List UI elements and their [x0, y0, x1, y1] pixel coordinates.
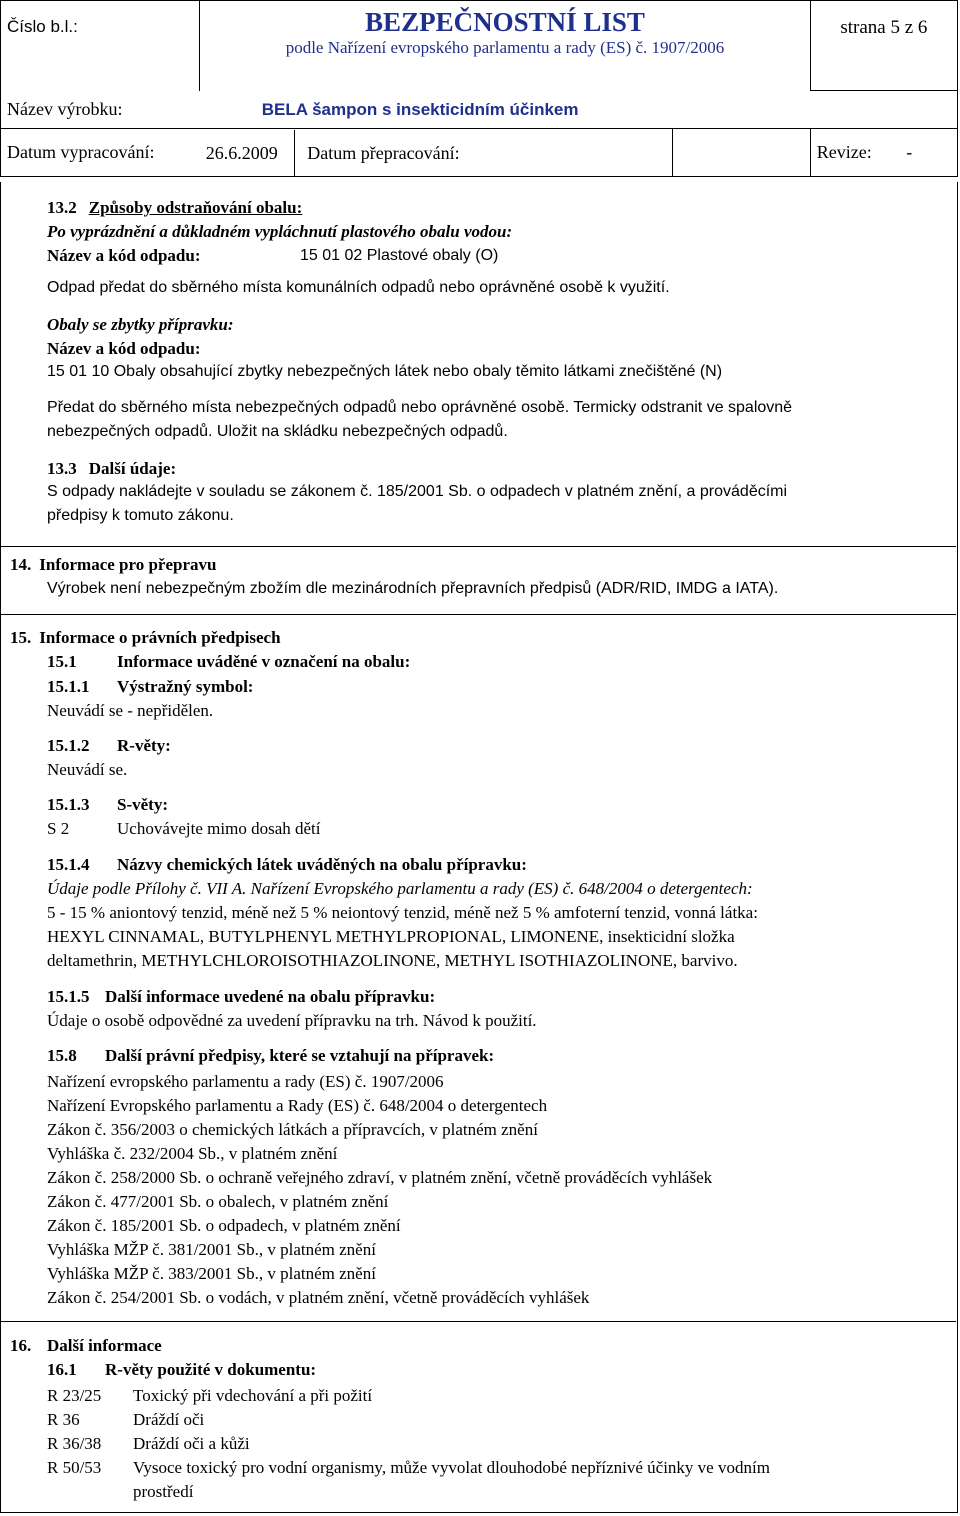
s15-1-4-heading: 15.1.4 Názvy chemických látek uváděných na obalu přípravku:: [47, 855, 527, 874]
r-phrase-row: [47, 1456, 770, 1480]
s16-title: Další informace: [47, 1336, 162, 1355]
divider: [0, 614, 956, 615]
s13-3-number: 13.3: [47, 459, 77, 478]
document-title: BEZPEČNOSTNÍ LIST: [365, 7, 645, 37]
s16-1-heading: 16.1 R-věty použité v dokumentu:: [47, 1360, 317, 1379]
s15-1-1-text: Neuvádí se - nepřidělen.: [47, 701, 214, 720]
law-item: Nařízení Evropského parlamentu a Rady (ES) č. 648/2004 o detergentech: [47, 1096, 548, 1115]
product-label: Název výrobku:: [1, 91, 200, 129]
divider: [0, 546, 956, 547]
s15-title: Informace o právních předpisech: [39, 628, 281, 647]
s13-2-text: Odpad předat do sběrného místa komunálních odpadů nebo oprávněné osobě k využití.: [47, 279, 670, 296]
document-subtitle: podle Nařízení evropského parlamentu a rady (ES) č. 1907/2006: [285, 38, 725, 57]
revision-date-value: [673, 129, 810, 177]
r-phrase-code: R 23/25: [47, 1386, 102, 1405]
date-cell: [200, 129, 673, 177]
page-number: strana 5 z 6: [810, 1, 957, 91]
law-item: Nařízení evropského parlamentu a rady (ES) č. 1907/2006: [47, 1072, 444, 1091]
s-phrase-row: [47, 819, 320, 839]
s13-2-text-2a: Předat do sběrného místa nebezpečných odpadů nebo oprávněné osobě. Termicky odstranit ve spalovně: [47, 399, 793, 416]
s15-1-2-text: Neuvádí se.: [47, 760, 128, 779]
s16-number: 16.: [10, 1336, 32, 1355]
r-phrase-code: R 36: [47, 1410, 80, 1429]
s-phrase-text: Uchovávejte mimo dosah dětí: [117, 819, 321, 838]
s15-1-4-text-a: 5 - 15 % aniontový tenzid, méně než 5 % neiontový tenzid, méně než 5 % amfoterní tenzid, vonná látka:: [47, 903, 758, 922]
s13-2-heading: [47, 198, 302, 218]
s15-8-heading: 15.8 Další právní předpisy, které se vztahují na přípravek:: [47, 1046, 495, 1065]
s15-1-5-heading: 15.1.5 Další informace uvedené na obalu přípravku:: [47, 987, 436, 1006]
content-frame: [0, 182, 958, 1513]
date-label: Datum vypracování:: [1, 129, 200, 177]
s15-1-4-italic: Údaje podle Přílohy č. VII A. Nařízení Evropského parlamentu a rady (ES) č. 648/2004 o detergentech:: [47, 879, 753, 898]
s15-1-2-heading: 15.1.2 R-věty:: [47, 736, 171, 755]
laws-list: [47, 1070, 712, 1310]
revision-date-label: Datum přepracování:: [307, 142, 460, 163]
s13-2-italic-2: Obaly se zbytky přípravku:: [47, 315, 234, 334]
law-item: Vyhláška MŽP č. 383/2001 Sb., v platném znění: [47, 1264, 376, 1283]
s14-text: Výrobek není nebezpečným zbožím dle mezinárodních přepravních předpisů (ADR/RID, IMDG a IATA).: [47, 580, 779, 597]
s13-2-text-2b: nebezpečných odpadů. Uložit na skládku nebezpečných odpadů.: [47, 423, 508, 440]
r-phrase-text: Dráždí oči: [133, 1410, 205, 1429]
law-item: Zákon č. 254/2001 Sb. o vodách, v platném znění, včetně prováděcích vyhlášek: [47, 1288, 590, 1307]
divider: [0, 1321, 956, 1322]
s15-1-3-heading: 15.1.3 S-věty:: [47, 795, 168, 814]
s15-1-1-heading: 15.1.1 Výstražný symbol:: [47, 677, 254, 696]
r-phrase-text: Dráždí oči a kůži: [133, 1434, 250, 1453]
s15-1-5-text: Údaje o osobě odpovědné za uvedení přípravku na trh. Návod k použití.: [47, 1011, 537, 1030]
waste-code-value-2: 15 01 10 Obaly obsahující zbytky nebezpečných látek nebo obaly těmito látkami znečištěné (N): [47, 363, 723, 380]
s15-1-4-text-b: HEXYL CINNAMAL, BUTYLPHENYL METHYLPROPIONAL, LIMONENE, insekticidní složka: [47, 927, 735, 946]
revision-cell: [810, 129, 957, 177]
law-item: Zákon č. 356/2003 o chemických látkách a přípravcích, v platném znění: [47, 1120, 538, 1139]
waste-code-value: 15 01 02 Plastové obaly (O): [300, 247, 499, 264]
s14-title: Informace pro přepravu: [39, 555, 217, 574]
revision-value: -: [906, 142, 913, 162]
s15-heading: [10, 628, 281, 648]
product-name: BELA šampon s insekticidním účinkem: [200, 91, 958, 129]
s15-1-heading: 15.1 Informace uváděné v označení na obalu:: [47, 652, 411, 671]
r-phrase-row: [47, 1432, 770, 1456]
revision-label: Revize:: [816, 142, 872, 162]
s13-2-italic: Po vyprázdnění a důkladném vypláchnutí plastového obalu vodou:: [47, 222, 513, 241]
s16-heading: [10, 1336, 162, 1356]
law-item: Vyhláška MŽP č. 381/2001 Sb., v platném znění: [47, 1240, 376, 1259]
s13-2-title: Způsoby odstraňování obalu:: [88, 198, 303, 217]
r-phrase-row: [47, 1384, 770, 1408]
waste-code-label-2: Název a kód odpadu:: [47, 339, 201, 358]
waste-code-label: Název a kód odpadu:: [47, 246, 201, 265]
r-phrase-text: Toxický při vdechování a při požití: [133, 1386, 373, 1405]
s13-3-heading: [47, 459, 176, 479]
s15-number: 15.: [10, 628, 32, 647]
s13-3-text-a: S odpady nakládejte v souladu se zákonem č. 185/2001 Sb. o odpadech v platném znění, a prováděcími: [47, 483, 788, 500]
s15-1-4-text-c: deltamethrin, METHYLCHLOROISOTHIAZOLINONE, METHYL ISOTHIAZOLINONE, barvivo.: [47, 951, 738, 970]
r-phrases-list: [47, 1384, 770, 1504]
date-value: 26.6.2009: [200, 130, 295, 176]
s14-number: 14.: [10, 555, 32, 574]
r-phrase-continuation: prostředí: [133, 1482, 194, 1501]
s13-3-text-b: předpisy k tomuto zákonu.: [47, 507, 234, 524]
law-item: Zákon č. 185/2001 Sb. o odpadech, v platném znění: [47, 1216, 401, 1235]
cislo-label: Číslo b.l.:: [1, 1, 200, 91]
s-phrase-code: S 2: [47, 819, 70, 838]
title-cell: [200, 1, 811, 91]
r-phrase-row: [47, 1408, 770, 1432]
r-phrase-code: R 36/38: [47, 1434, 102, 1453]
document-header: [0, 0, 958, 177]
r-phrase-code: R 50/53: [47, 1458, 102, 1477]
law-item: Zákon č. 477/2001 Sb. o obalech, v platném znění: [47, 1192, 389, 1211]
s13-2-number: 13.2: [47, 198, 77, 217]
s14-heading: [10, 555, 216, 575]
law-item: Vyhláška č. 232/2004 Sb., v platném znění: [47, 1144, 338, 1163]
r-phrase-text: Vysoce toxický pro vodní organismy, může vyvolat dlouhodobé nepříznivé účinky ve vodním: [133, 1458, 770, 1477]
law-item: Zákon č. 258/2000 Sb. o ochraně veřejného zdraví, v platném znění, včetně prováděcích vyhlášek: [47, 1168, 713, 1187]
s13-3-title: Další údaje:: [88, 459, 177, 478]
